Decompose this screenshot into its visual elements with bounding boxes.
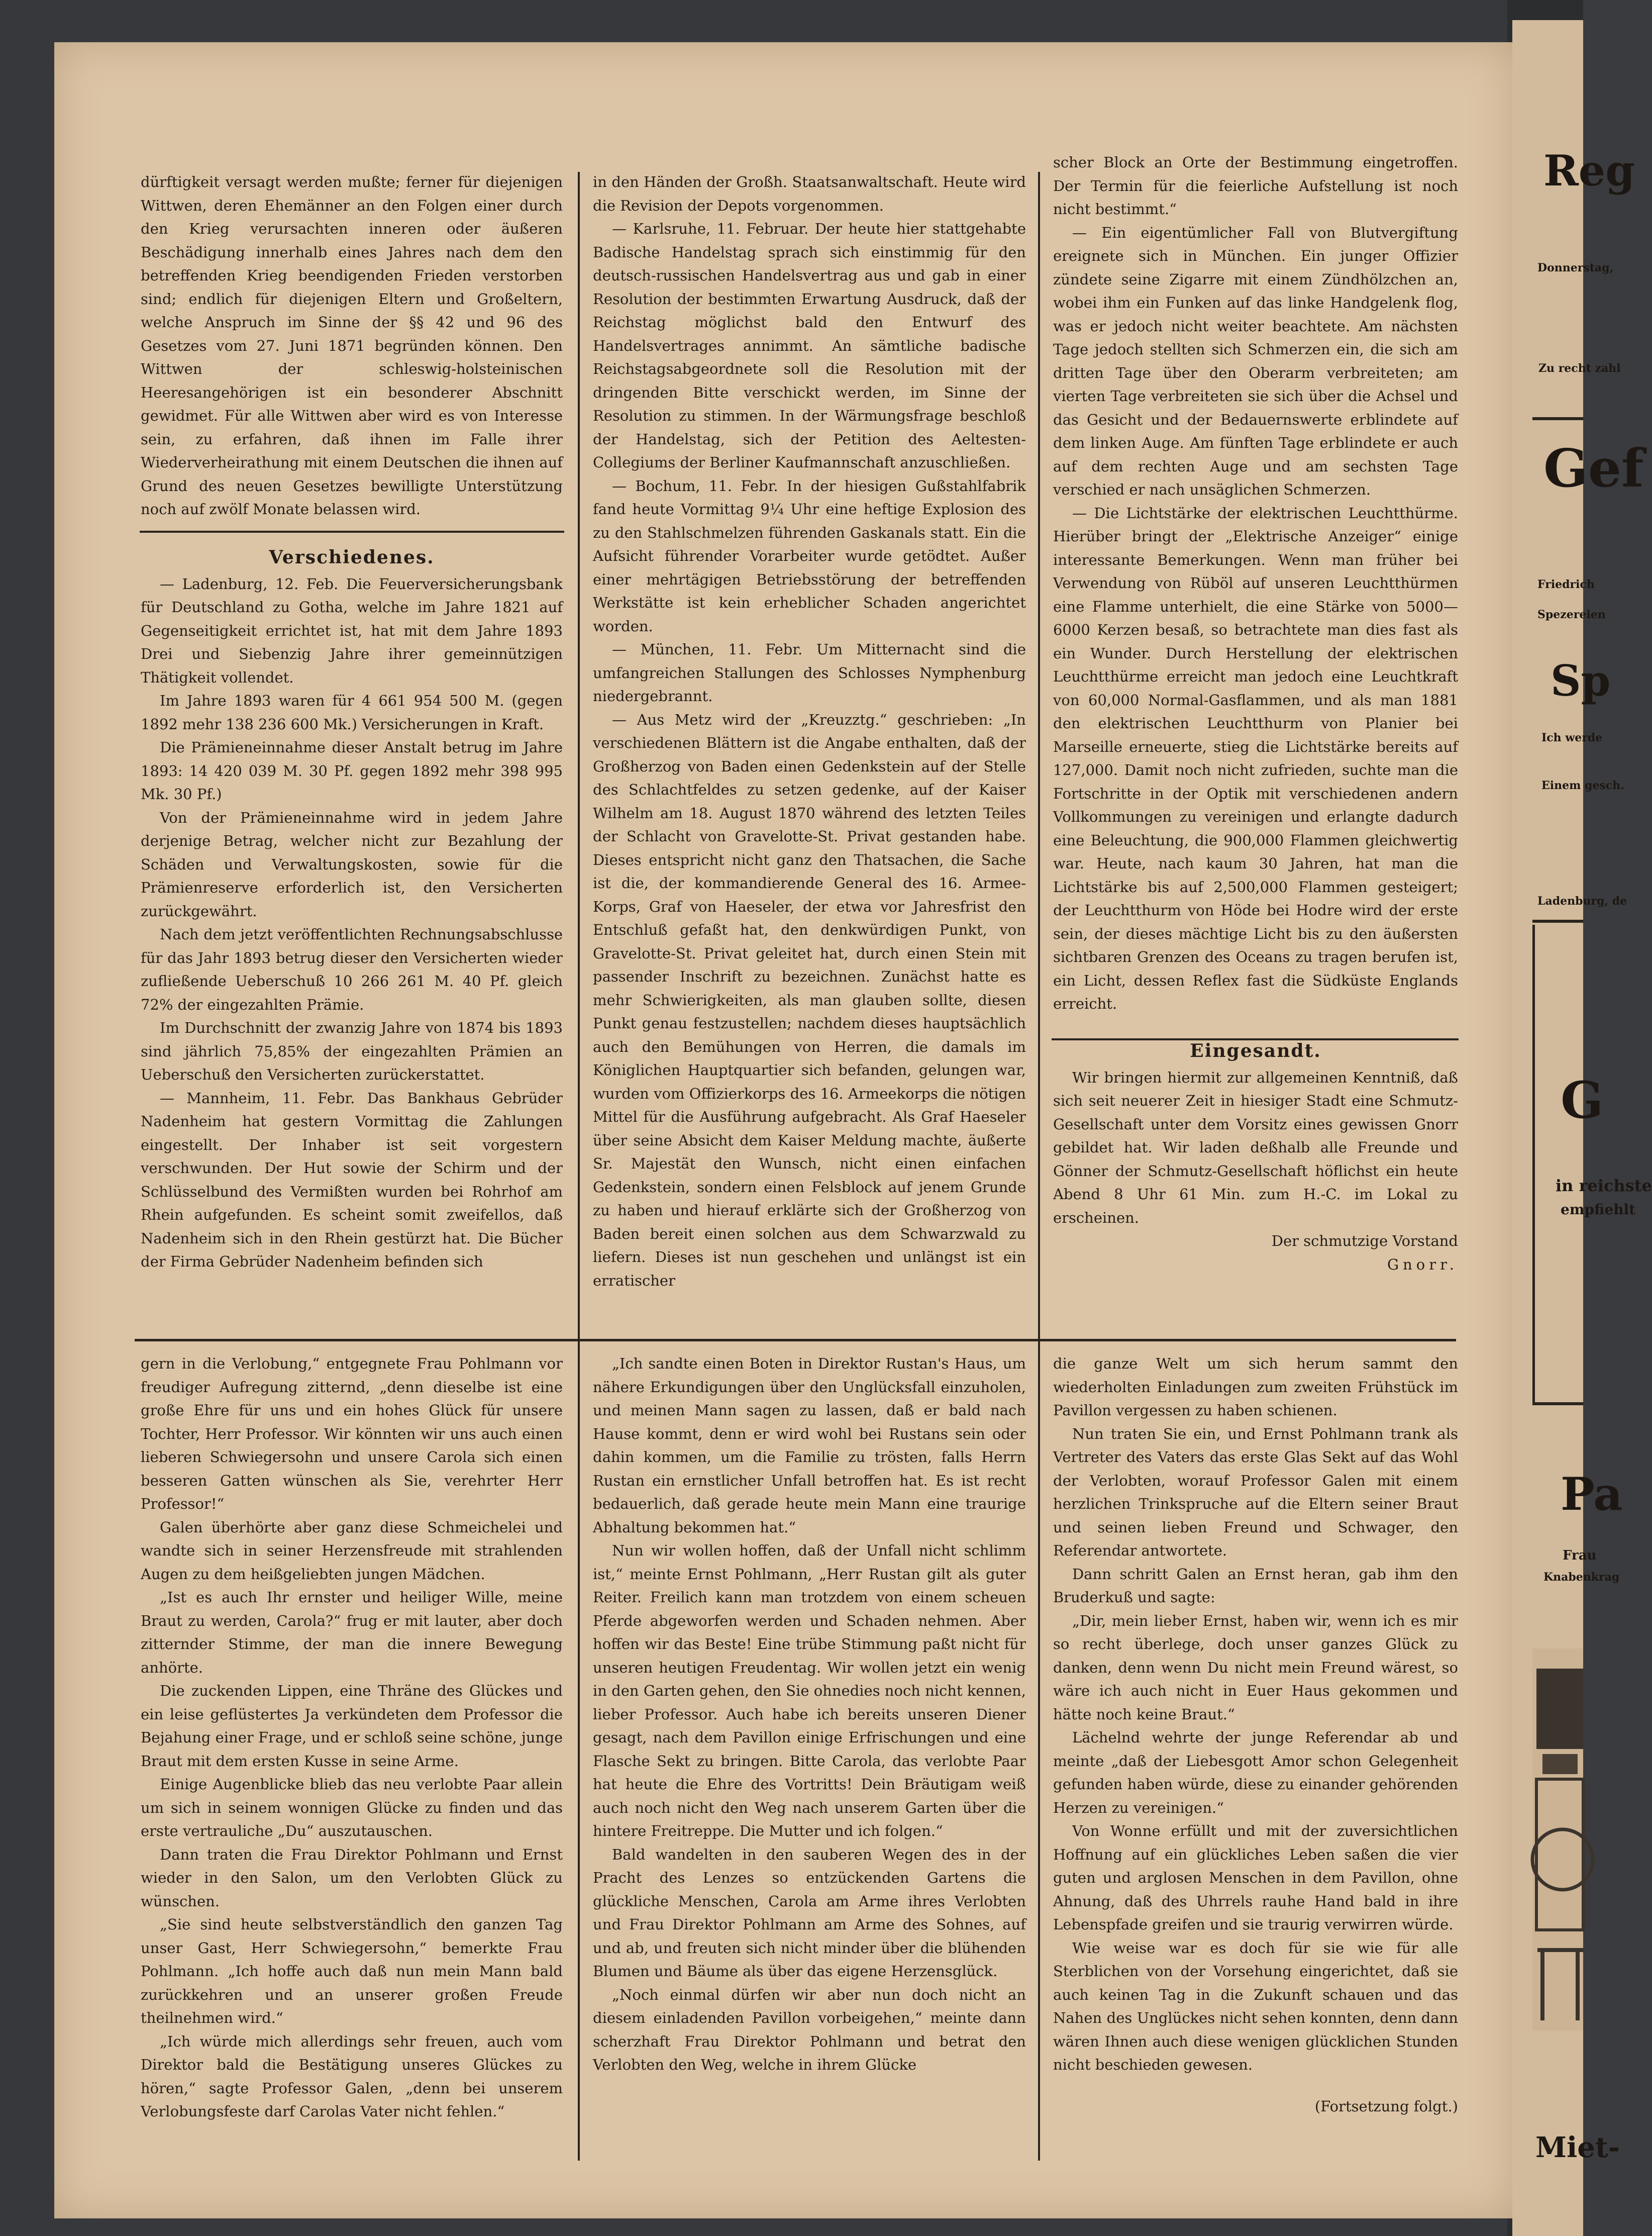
serial-paragraph: „Dir, mein lieber Ernst, haben wir, wenn ich es mir so recht überlege, doch unser ganzes Glück zu danken, denn wenn Du nicht mein Freund wärest, so wäre ich auch nicht in Euer Haus gekommen und hätte noch keine Braut.“ (1053, 1612, 1458, 1723)
serial-paragraph: Nun traten Sie ein, und Ernst Pohlmann trank als Vertreter des Vaters das erste Glas Sekt auf das Wohl der Verlobten, worauf Professor Galen mit einem herzlichen Trinkspruche auf die Eltern seiner Braut und seinen lieben Freund und Schwager, den Referendar antwortete. (1053, 1425, 1458, 1559)
article-paragraph: — Ein eigentümlicher Fall von Blutvergiftung ereignete sich in München. Ein junger Offizier zündete seine Zigarre mit einem Zündhölzchen an, wobei ihm ein Funken auf das linke Handgelenk flog, was er jedoch nicht weiter beachtete. Am nächsten Tage jedoch stellten sich Schmerzen ein, die sich am dritten Tage über den Oberarm verbreiteten; am vierten Tage verbreiteten sie sich über die Achsel und das Gesicht und der Bedauernswerte erblindete auf dem linken Auge. Am fünften Tage erblindete er auch auf dem rechten Auge und am sechsten Tage verschied er nach unsäglichen Schmerzen. (1053, 224, 1458, 498)
serial-paragraph: „Noch einmal dürfen wir aber nun doch nicht an diesem einladenden Pavillon vorbeigehen,“ meinte dann scherzhaft Frau Direktor Pohlmann und betrat den Verlobten den Weg, welche in ihrem Glücke (593, 1986, 1026, 2073)
ad-frame-left (1532, 925, 1535, 1402)
newspaper-page (54, 42, 1515, 2218)
article-paragraph: — Ladenburg, 12. Feb. Die Feuerversicherungsbank für Deutschland zu Gotha, welche im Jahre 1821 auf Gegenseitigkeit errichtet ist, hat mit dem Jahre 1893 Drei und Siebenzig Jahre ihrer gemeinnützigen Thätigkeit vollendet. (141, 575, 563, 686)
ad-fragment: Pa (1561, 1468, 1623, 1521)
article-column-upper-1 (141, 170, 563, 1274)
ad-border (1532, 920, 1583, 923)
ad-fragment: Knabenkrag (1543, 1571, 1620, 1584)
ad-fragment: Frau (1563, 1548, 1597, 1563)
section-heading: Verschiedenes. (269, 546, 435, 568)
serial-paragraph: Einige Augenblicke blieb das neu verlobte Paar allein um sich in seinem wonnigen Glücke zu finden und das erste vertrauliche „Du“ auszutauschen. (141, 1776, 563, 1839)
article-paragraph: Wir bringen hiermit zur allgemeinen Kenntniß, daß sich seit neuerer Zeit in hiesiger Stadt eine Schmutz-Gesellschaft unter dem Vorsitz eines gewissen Gnorr gebildet hat. Wir laden deßhalb alle Freunde und Gönner der Schmutz-Gesellschaft höflichst ein heute Abend 8 Uhr 61 Min. zum H.-C. im Lokal zu erscheinen. (1053, 1068, 1458, 1226)
column-rule-lower-1 (578, 1346, 580, 2161)
ad-fragment: Friedrich (1537, 578, 1595, 591)
article-paragraph: Im Durchschnitt der zwanzig Jahre von 1874 bis 1893 sind jährlich 75,85% der eingezahlten Prämien an Ueberschuß den Versicherten zurückerstattet. (141, 1019, 563, 1083)
serial-paragraph: die ganze Welt um sich herum sammt den wiederholten Einladungen zum zweiten Frühstück im Pavillon vergessen zu haben schienen. (1053, 1355, 1458, 1419)
ad-fragment: Ich werde (1541, 731, 1603, 744)
ad-fragment: Spezereien (1537, 608, 1606, 621)
ad-fragment: Donnerstag, (1537, 261, 1614, 274)
sewing-machine-illustration (1532, 1648, 1583, 2030)
ad-border (1532, 417, 1583, 420)
adjacent-page-edge (1512, 20, 1652, 2236)
serial-paragraph: „Ich sandte einen Boten in Direktor Rustan's Haus, um nähere Erkundigungen über den Unglücksfall einzuholen, und meinen Mann sagen zu lassen, daß er bald nach Hause kommt, denn er wird wohl bei Rustans sein oder dahin kommen, um die Familie zu trösten, falls Herrn Rustan ein ernstlicher Unfall betroffen hat. Es ist recht bedauerlich, daß gerade heute mein Mann eine traurige Abhaltung bekommen hat.“ (593, 1355, 1026, 1536)
ad-fragment: Zu recht zahl (1538, 362, 1621, 375)
serial-paragraph: Dann schritt Galen an Ernst heran, gab ihm den Bruderkuß und sagte: (1053, 1565, 1458, 1606)
serial-paragraph: Von Wonne erfüllt und mit der zuversichtlichen Hoffnung auf ein glückliches Leben saßen die vier guten und arglosen Menschen in dem Pavillon, ohne Ahnung, daß des Uhrrels rauhe Hand bald in ihre Lebenspfade greifen und sie traurig verwirren würde. (1053, 1822, 1458, 1933)
ad-border (1532, 1402, 1583, 1405)
column-rule-upper-1 (578, 172, 580, 1363)
serial-paragraph: gern in die Verlobung,“ entgegnete Frau Pohlmann vor freudiger Aufregung zitternd, „denn dieselbe ist eine große Ehre für uns und ein hohes Glück für unsere Tochter, Herr Professor. Wir könnten wir uns auch einen lieberen Schwiegersohn und unsere Carola sich einen besseren Gatten wünschen als Sie, verehrter Herr Professor!“ (141, 1355, 563, 1512)
section-heading: Eingesandt. (1190, 1040, 1321, 1061)
article-paragraph: — Mannheim, 11. Febr. Das Bankhaus Gebrüder Nadenheim hat gestern Vormittag die Zahlungen eingestellt. Der Inhaber ist seit vorgestern verschwunden. Der Hut sowie der Schirm und der Schlüsselbund des Vermißten wurden bei Rohrhof am Rhein aufgefunden. Es scheint somit zweifellos, daß Nadenheim sich in den Rhein gestürzt hat. Die Bücher der Firma Gebrüder Nadenheim befinden sich (141, 1089, 563, 1270)
section-divider (135, 1339, 1456, 1341)
serial-paragraph: Bald wandelten in den sauberen Wegen des in der Pracht des Lenzes so entzückenden Gartens die glückliche Menschen, Carola am Arme ihres Verlobten und Frau Direktor Pohlmann am Arme des Sohnes, auf und ab, und freuten sich nicht minder über die blühenden Blumen und Bäume als über das eigene Herzensglück. (593, 1845, 1026, 1980)
ad-fragment: Miet- (1535, 2131, 1620, 2164)
ad-fragment: Gef (1543, 437, 1644, 499)
serial-paragraph: „Sie sind heute selbstverständlich den ganzen Tag unser Gast, Herr Schwiegersohn,“ bemerkte Frau Pohlmann. „Ich hoffe auch daß nun mein Mann bald zurückkehren und an unserer großen Freude theilnehmen wird.“ (141, 1916, 563, 2026)
ad-fragment: G (1561, 1071, 1604, 1130)
serial-column-lower-2 (593, 1352, 1026, 2077)
ad-fragment: Sp (1551, 656, 1611, 706)
serial-paragraph: Die zuckenden Lippen, eine Thräne des Glückes und ein leise geflüstertes Ja verkündeten dem Professor die Bejahung einer Frage, und er schloß seine schöne, junge Braut mit dem ersten Kusse in seine Arme. (141, 1682, 563, 1770)
serial-paragraph: Lächelnd wehrte der junge Referendar ab und meinte „daß der Liebesgott Amor schon Gelegenheit gefunden haben würde, diese zu einander gehörenden Herzen zu vereinigen.“ (1053, 1729, 1458, 1816)
ad-fragment: in reichste (1556, 1176, 1652, 1195)
article-paragraph: Die Prämieneinnahme dieser Anstalt betrug im Jahre 1893: 14 420 039 M. 30 Pf. gegen 1892 mehr 398 995 Mk. 30 Pf.) (141, 739, 563, 803)
article-paragraph: — Bochum, 11. Febr. In der hiesigen Gußstahlfabrik fand heute Vormittag 9¼ Uhr eine heftige Explosion des zu den Stahlschmelzen führenden Gaskanals statt. Ein die Aufsicht führender Vorarbeiter wurde getödtet. Außer einer mehrtägigen Betriebsstörung der betreffenden Werkstätte ist kein erheblicher Schaden angerichtet worden. (593, 477, 1026, 635)
serial-paragraph: Galen überhörte aber ganz diese Schmeichelei und wandte sich in seiner Herzensfreude mit strahlenden Augen zu dem heißgeliebten jungen Mädchen. (141, 1518, 563, 1583)
article-paragraph: dürftigkeit versagt werden mußte; ferner für diejenigen Wittwen, deren Ehemänner an den Folgen einer durch den Krieg verursachten inneren oder äußeren Beschädigung innerhalb eines Jahres nach dem den betreffenden Krieg beendigenden Frieden verstorben sind; endlich für diejenigen Eltern und Großeltern, welche Anspruch im Sinne der §§ 42 und 96 des Gesetzes vom 27. Juni 1871 begründen können. Den Wittwen der schleswig-holsteinischen Heeresangehörigen ist ein besonderer Abschnitt gewidmet. Für alle Wittwen aber wird es von Interesse sein, zu erfahren, daß ihnen im Falle ihrer Wiederverheirathung mit einem Deutschen die ihnen auf Grund des neuen Gesetzes bewilligte Unterstützung noch auf zwölf Monate belassen wird. (141, 173, 563, 518)
signature-line: Der schmutzige Vorstand (1271, 1232, 1458, 1249)
serial-paragraph: Nun wir wollen hoffen, daß der Unfall nicht schlimm ist,“ meinte Ernst Pohlmann, „Herr Rustan gilt als guter Reiter. Freilich kann man trotzdem von einem scheuen Pferde abgeworfen werden und Schaden nehmen. Aber hoffen wir das Beste! Eine trübe Stimmung paßt nicht für unseren heutigen Freudentag. Wir wollen jetzt ein wenig in den Garten gehen, den Sie ohnedies noch nicht kennen, lieber Professor. Auch habe ich bereits unseren Diener gesagt, nach dem Pavillon einige Erfrischungen und eine Flasche Sekt zu bringen. Bitte Carola, das verlobte Paar hat heute die Ehre des Vortritts! Dein Bräutigam weiß auch noch nicht den Weg nach unserem Garten über die hintere Freitreppe. Die Mutter und ich folgen.“ (593, 1542, 1026, 1839)
signature-name: Gnorr. (1387, 1255, 1458, 1273)
ad-fragment: empfiehlt (1561, 1201, 1636, 1218)
ad-fragment: Reg (1543, 146, 1635, 196)
article-paragraph: Von der Prämieneinnahme wird in jedem Jahre derjenige Betrag, welcher nicht zur Bezahlung der Schäden und Verwaltungskosten, sowie für die Prämienreserve erforderlich ist, den Versicherten zurückgewährt. (141, 809, 563, 920)
serial-paragraph: „Ist es auch Ihr ernster und heiliger Wille, meine Braut zu werden, Carola?“ frug er mit lauter, aber doch zitternder Stimme, der man die innere Bewegung anhörte. (141, 1589, 563, 1676)
article-paragraph: — Karlsruhe, 11. Februar. Der heute hier stattgehabte Badische Handelstag sprach sich einstimmig für den deutsch-russischen Handelsvertrag aus und gab in einer Resolution der bestimmten Erwartung Ausdruck, daß der Reichstag möglichst bald den Entwurf des Handelsvertrages annimmt. An sämtliche badische Reichstagsabgeordnete soll die Resolution mit der dringenden Bitte verschickt werden, im Sinne der Resolution zu stimmen. In der Wärmungsfrage beschloß der Handelstag, sich der Petition des Aeltesten-Collegiums der Berliner Kaufmannschaft anzuschließen. (593, 220, 1026, 471)
serial-column-lower-3 (1053, 1352, 1458, 2118)
article-paragraph: — München, 11. Febr. Um Mitternacht sind die umfangreichen Stallungen des Schlosses Nymphenburg niedergebrannt. (593, 641, 1026, 705)
article-column-upper-2 (593, 170, 1026, 1292)
article-paragraph: Nach dem jetzt veröffentlichten Rechnungsabschlusse für das Jahr 1893 betrug dieser den Versicherten wieder zufließende Ueberschuß 10 266 261 M. 40 Pf. gleich 72% der eingezahlten Prämie. (141, 926, 563, 1013)
article-paragraph: in den Händen der Großh. Staatsanwaltschaft. Heute wird die Revision der Depots vorgenommen. (593, 173, 1026, 214)
column-rule-lower-2 (1038, 1346, 1040, 2161)
article-paragraph: scher Block an Orte der Bestimmung eingetroffen. Der Termin für die feierliche Aufstellung ist noch nicht bestimmt.“ (1053, 154, 1458, 218)
article-column-upper-3 (1053, 151, 1458, 1276)
serial-paragraph: „Ich würde mich allerdings sehr freuen, auch vom Direktor bald die Bestätigung unseres Glückes zu hören,“ sagte Professor Galen, „denn bei unserem Verlobungsfeste darf Carolas Vater nicht fehlen.“ (141, 2032, 563, 2120)
serial-paragraph: Wie weise war es doch für sie wie für alle Sterblichen von der Vorsehung eingerichtet, daß sie auch keinen Tag in die Zukunft schauen und das Nahen des Unglückes nicht sehen konnten, denn dann wären Ihnen auch diese wenigen glücklichen Stunden nicht beschieden gewesen. (1053, 1939, 1458, 2073)
continuation-note: (Fortsetzung folgt.) (1314, 2097, 1458, 2115)
serial-paragraph: Dann traten die Frau Direktor Pohlmann und Ernst wieder in den Salon, um den Verlobten Glück zu wünschen. (141, 1845, 563, 1910)
serial-column-lower-1 (141, 1352, 563, 2123)
article-paragraph: — Aus Metz wird der „Kreuzztg.“ geschrieben: „In verschiedenen Blättern ist die Angabe enthalten, daß der Großherzog von Baden einen Gedenkstein auf der Stelle des Schlachtfeldes zu setzen gedenke, auf der Kaiser Wilhelm am 18. August 1870 während des letzten Teiles der Schlacht von Gravelotte-St. Privat gestanden habe. Dieses entspricht nicht ganz den Thatsachen, die Sache ist die, der kommandierende General des 16. Armee-Korps, Graf von Haeseler, der etwa vor Jahresfrist den Entschluß gefaßt hat, den denkwürdigen Punkt, von Gravelotte-St. Privat geleitet hat, durch einen Stein mit passender Inschrift zu bezeichnen. Zunächst hatte es mehr Schwierigkeiten, als man glauben sollte, diesen Punkt genau festzustellen; nachdem dieses hauptsächlich auch den Bemühungen von Herren, die damals im Königlichen Hauptquartier sich befanden, gelungen war, wurden vom Offizierkorps des 16. Armeekorps die nötigen Mittel für die Ausführung aufgebracht. Als Graf Haeseler über seine Absicht dem Kaiser Meldung machte, äußerte Sr. Majestät den Wunsch, nicht einen einfachen Gedenkstein, sondern einen Felsblock auf jenem Grunde zu haben und hierauf erklärte sich der Großherzog von Baden bereit einen solchen aus dem Schwarzwald zu liefern. Dieses ist nun geschehen und unlängst ist ein erratischer (593, 711, 1026, 1289)
article-paragraph: — Die Lichtstärke der elektrischen Leuchtthürme. Hierüber bringt der „Elektrische Anzeiger“ einige interessante Bemerkungen. Wenn man früher bei Verwendung von Rüböl auf unseren Leuchtthürmen eine Flamme unterhielt, die eine Stärke von 5000—6000 Kerzen besaß, so betrachtete man dies fast als ein Wunder. Durch Herstellung der elektrischen Leuchtthürme erreicht man jedoch eine Leuchtkraft von 60,000 Normal-Gasflammen, und als man 1881 den elektrischen Leuchtthurm von Planier bei Marseille erneuerte, stieg die Lichtstärke bereits auf 127,000. Damit noch nicht zufrieden, suchte man die Fortschritte in der Optik mit verschiedenen andern Vollkommungen zu vereinigen und erlangte dadurch eine Beleuchtung, die 900,000 Flammen gleichwertig war. Heute, nach kaum 30 Jahren, hat man die Lichtstärke bis auf 2,500,000 Flammen gesteigert; der Leuchtthurm von Höde bei Hodre wird der erste sein, der dieses mächtige Licht bis zu den äußersten sichtbaren Grenzen des Oceans zu tragen berufen ist, ein Licht, dessen Reflex fast die Südküste Englands erreicht. (1053, 504, 1458, 1012)
column-rule-upper-2 (1038, 172, 1040, 1363)
ad-fragment: Einem gesch. (1541, 779, 1624, 792)
article-paragraph: Im Jahre 1893 waren für 4 661 954 500 M. (gegen 1892 mehr 138 236 600 Mk.) Versicherungen in Kraft. (141, 692, 563, 733)
ad-fragment: Ladenburg, de (1537, 895, 1627, 908)
